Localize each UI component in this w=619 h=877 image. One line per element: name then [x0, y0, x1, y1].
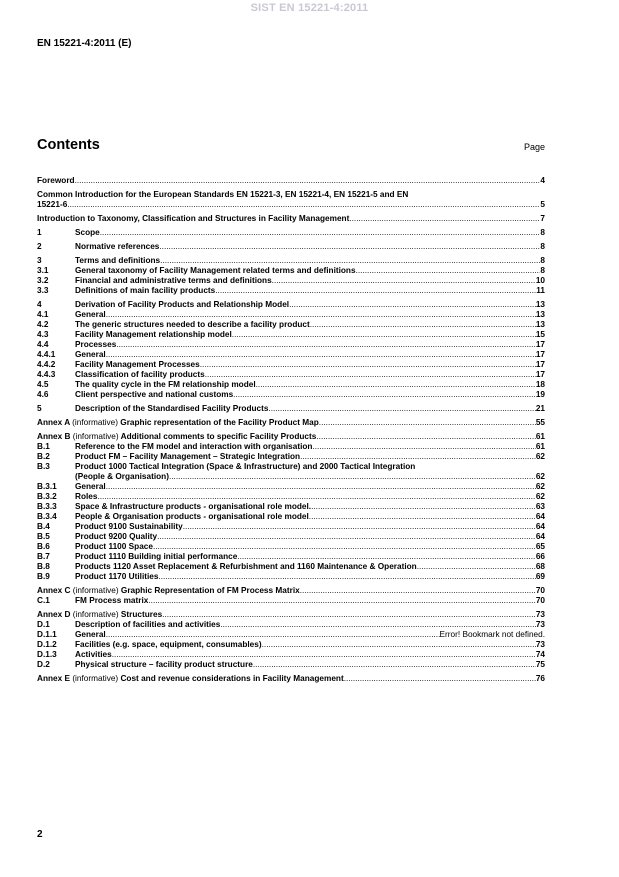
- page-column-label: Page: [523, 142, 545, 152]
- toc-entry-page: 69: [535, 572, 545, 581]
- table-of-contents: [37, 176, 545, 684]
- toc-entry-title: [75, 502, 311, 512]
- toc-entry-title: [75, 512, 309, 522]
- toc-entry-number: 4.4: [37, 340, 49, 349]
- toc-entry[interactable]: [37, 404, 545, 414]
- toc-entry[interactable]: [37, 390, 545, 400]
- toc-entry-number: 3.3: [37, 286, 49, 295]
- toc-entry-title: [75, 330, 232, 340]
- dot-leader: [205, 370, 536, 380]
- toc-entry-title: [75, 630, 106, 640]
- toc-entry-title-text: The generic structures needed to describe a facility product: [75, 320, 310, 329]
- dot-leader: [417, 562, 536, 572]
- toc-entry-number: B.9: [37, 572, 50, 581]
- toc-entry[interactable]: [37, 630, 545, 640]
- toc-entry-number: 2: [37, 242, 42, 251]
- toc-entry-number: D.2: [37, 660, 50, 669]
- toc-entry-title: [75, 562, 417, 572]
- toc-entry[interactable]: [37, 542, 545, 552]
- toc-entry-number: 4.2: [37, 320, 49, 329]
- annex-informative-label: (informative): [72, 432, 119, 441]
- toc-entry-title-text: Classification of facility products: [75, 370, 205, 379]
- toc-entry-title-text: Derivation of Facility Products and Relationship Model: [75, 300, 290, 309]
- toc-entry[interactable]: [37, 276, 545, 286]
- toc-entry-title: [75, 310, 106, 320]
- toc-entry[interactable]: [37, 572, 545, 582]
- dot-leader: [158, 572, 535, 582]
- dot-leader: [162, 610, 536, 620]
- toc-entry-number: 4: [37, 300, 42, 309]
- dot-leader: [148, 596, 535, 606]
- toc-entry-number: C.1: [37, 596, 50, 605]
- toc-entry-number: 4.1: [37, 310, 49, 319]
- toc-entry[interactable]: [37, 650, 545, 660]
- annex-informative-label: (informative): [72, 674, 119, 683]
- toc-entry-title-text: Product 1110 Building initial performance: [75, 552, 238, 561]
- toc-entry-page: 73: [535, 620, 545, 629]
- page-title: Contents: [37, 137, 100, 153]
- toc-entry-title-text: Description of the Standardised Facility Products: [75, 404, 269, 413]
- toc-entry-title-text: Product 9100 Sustainability: [75, 522, 183, 531]
- toc-entry[interactable]: [37, 350, 545, 360]
- dot-leader: [289, 300, 536, 310]
- toc-entry-title: [37, 200, 67, 210]
- toc-entry-title-text: Products 1120 Asset Replacement & Refurbishment and 1160 Maintenance & Operation: [75, 562, 417, 571]
- toc-entry-number: D.1.3: [37, 650, 57, 659]
- toc-entry-page: 73: [535, 640, 545, 649]
- toc-entry[interactable]: [37, 286, 545, 296]
- dot-leader: [220, 620, 535, 630]
- toc-entry-page: 17: [535, 350, 545, 359]
- toc-entry-number: 5: [37, 404, 42, 413]
- toc-entry[interactable]: [37, 340, 545, 350]
- dot-leader: [153, 542, 536, 552]
- toc-entry-title-line1: Product 1000 Tactical Integration (Space & Infrastructure) and 2000 Tactical Integration: [75, 462, 416, 471]
- dot-leader: [67, 200, 540, 210]
- toc-entry[interactable]: [37, 370, 545, 380]
- toc-entry-number: 4.5: [37, 380, 49, 389]
- toc-entry-title: [75, 404, 268, 414]
- toc-entry-number: D.1: [37, 620, 50, 629]
- dot-leader: [233, 390, 536, 400]
- toc-entry[interactable]: [37, 380, 545, 390]
- toc-entry-title: [37, 418, 319, 428]
- toc-entry-number: 3.1: [37, 266, 49, 275]
- dot-leader: [272, 276, 536, 286]
- toc-entry-page: 62: [535, 492, 545, 501]
- toc-entry-title-text: Activities: [75, 650, 112, 659]
- annex-informative-label: (informative): [72, 586, 119, 595]
- toc-entry[interactable]: [37, 502, 545, 512]
- dot-leader: [319, 418, 536, 428]
- toc-entry-title-text: Financial and administrative terms and definitions: [75, 276, 272, 285]
- toc-entry-number: B.4: [37, 522, 50, 531]
- toc-entry-page: 5: [540, 200, 545, 209]
- toc-entry-number: B.3: [37, 462, 50, 471]
- toc-entry-page: 7: [540, 214, 545, 223]
- toc-entry-page: 75: [535, 660, 545, 669]
- toc-entry-page: 8: [540, 228, 545, 237]
- toc-entry-page: 61: [535, 442, 545, 451]
- toc-entry[interactable]: [37, 190, 545, 200]
- dot-leader: [75, 176, 541, 186]
- dot-leader: [356, 266, 541, 276]
- toc-entry-page: 17: [535, 360, 545, 369]
- dot-leader: [116, 340, 536, 350]
- dot-leader: [309, 512, 536, 522]
- toc-entry[interactable]: [37, 176, 545, 186]
- toc-entry[interactable]: [37, 320, 545, 330]
- toc-entry-title-text: General taxonomy of Facility Management related terms and definitions: [75, 266, 356, 275]
- toc-entry-title-text: Normative references: [75, 242, 160, 251]
- dot-leader: [232, 330, 536, 340]
- toc-entry-number: 4.4.2: [37, 360, 56, 369]
- toc-entry-page: 70: [535, 596, 545, 605]
- watermark: SIST EN 15221-4:2011: [250, 2, 369, 14]
- toc-entry-title-text: Processes: [75, 340, 117, 349]
- toc-entry-title: [37, 610, 162, 620]
- toc-entry[interactable]: [37, 620, 545, 630]
- toc-entry-page: 76: [535, 674, 545, 683]
- toc-entry-continuation[interactable]: [37, 472, 545, 482]
- dot-leader: [215, 286, 536, 296]
- annex-label: Annex B: [37, 432, 71, 441]
- annex-title: Graphic representation of the Facility Product Map: [120, 418, 319, 427]
- dot-leader: [268, 404, 535, 414]
- toc-entry-title-text: General: [75, 630, 106, 639]
- toc-entry-number: B.2: [37, 452, 50, 461]
- toc-entry-page: 62: [535, 472, 545, 481]
- toc-entry[interactable]: [37, 532, 545, 542]
- toc-entry[interactable]: [37, 360, 545, 370]
- toc-entry-page: 68: [535, 562, 545, 571]
- toc-entry-continuation[interactable]: [37, 200, 545, 210]
- toc-entry[interactable]: [37, 418, 545, 428]
- toc-entry-title-text: Product 1170 Utilities: [75, 572, 159, 581]
- toc-entry-title: [75, 320, 310, 330]
- dot-leader: [316, 432, 535, 442]
- toc-entry-title: [75, 472, 169, 482]
- toc-entry[interactable]: [37, 432, 545, 442]
- dot-leader: [106, 482, 536, 492]
- dot-leader: [183, 522, 536, 532]
- toc-entry[interactable]: [37, 266, 545, 276]
- toc-entry-title: [75, 370, 205, 380]
- toc-entry-title: [75, 380, 256, 390]
- toc-entry-page: 13: [535, 320, 545, 329]
- toc-entry-title-text: Description of facilities and activities: [75, 620, 221, 629]
- toc-entry-number: 1: [37, 228, 42, 237]
- document-id: EN 15221-4:2011 (E): [37, 38, 132, 49]
- toc-entry-number: B.8: [37, 562, 50, 571]
- toc-entry[interactable]: [37, 452, 545, 462]
- toc-entry[interactable]: [37, 214, 545, 224]
- toc-entry-title-text: Roles: [75, 492, 98, 501]
- dot-leader: [106, 350, 536, 360]
- dot-leader: [312, 442, 535, 452]
- dot-leader: [344, 674, 536, 684]
- toc-entry-number: B.6: [37, 542, 50, 551]
- toc-entry[interactable]: [37, 522, 545, 532]
- toc-entry-page: 17: [535, 340, 545, 349]
- toc-entry-page: Error! Bookmark not defined.: [439, 630, 545, 639]
- toc-entry-title: [75, 390, 233, 400]
- annex-title: Additional comments to specific Facility Products: [120, 432, 317, 441]
- toc-entry[interactable]: [37, 442, 545, 452]
- toc-entry-title-line1: Common Introduction for the European Standards EN 15221-3, EN 15221-4, EN 15221-5 and EN: [37, 190, 409, 199]
- dot-leader: [100, 228, 541, 238]
- dot-leader: [169, 472, 536, 482]
- dot-leader: [310, 320, 536, 330]
- toc-entry-page: 63: [535, 502, 545, 511]
- dot-leader: [200, 360, 536, 370]
- toc-entry-number: 3: [37, 256, 42, 265]
- toc-entry-number: B.7: [37, 552, 50, 561]
- toc-entry-title-text: Definitions of main facility products: [75, 286, 216, 295]
- toc-entry-number: D.1.1: [37, 630, 57, 639]
- toc-entry-title: [75, 482, 106, 492]
- toc-entry-title: [75, 542, 153, 552]
- toc-entry-title: [75, 452, 300, 462]
- toc-entry-title-text: Introduction to Taxonomy, Classification and Structures in Facility Management: [37, 214, 350, 223]
- toc-entry-page: 13: [535, 310, 545, 319]
- dot-leader: [157, 532, 536, 542]
- toc-entry-title-text: Facility Management Processes: [75, 360, 200, 369]
- toc-entry[interactable]: [37, 586, 545, 596]
- toc-entry[interactable]: [37, 242, 545, 252]
- toc-entry[interactable]: [37, 462, 545, 472]
- toc-entry-page: 64: [535, 522, 545, 531]
- toc-entry-title: [75, 286, 215, 296]
- toc-entry-page: 8: [540, 256, 545, 265]
- toc-entry-title: [75, 640, 262, 650]
- toc-entry-number: 4.6: [37, 390, 49, 399]
- toc-entry-page: 18: [535, 380, 545, 389]
- dot-leader: [237, 552, 536, 562]
- toc-entry-title: [75, 276, 272, 286]
- toc-entry[interactable]: [37, 562, 545, 572]
- toc-entry-title: [75, 532, 157, 542]
- dot-leader: [256, 380, 536, 390]
- toc-entry[interactable]: [37, 552, 545, 562]
- dot-leader: [311, 502, 536, 512]
- toc-entry-title: [37, 176, 75, 186]
- toc-entry-title-text: Product FM – Facility Management – Strategic Integration: [75, 452, 301, 461]
- toc-entry-title-text: Reference to the FM model and interaction with organisation: [75, 442, 313, 451]
- toc-entry-title: [37, 586, 300, 596]
- toc-entry-title-text: (People & Organisation): [75, 472, 169, 481]
- dot-leader: [106, 310, 536, 320]
- annex-title: Graphic Representation of FM Process Matrix: [120, 586, 300, 595]
- toc-entry-title: [75, 242, 159, 252]
- dot-leader: [349, 214, 540, 224]
- toc-entry-number: B.1: [37, 442, 50, 451]
- toc-entry-page: 19: [535, 390, 545, 399]
- toc-entry-title: [75, 620, 220, 630]
- toc-entry-page: 62: [535, 482, 545, 491]
- annex-label: Annex C: [37, 586, 71, 595]
- toc-entry[interactable]: [37, 512, 545, 522]
- toc-entry-number: B.3.4: [37, 512, 57, 521]
- toc-entry-page: 4: [540, 176, 545, 185]
- toc-entry[interactable]: [37, 300, 545, 310]
- toc-entry-page: 73: [535, 610, 545, 619]
- toc-entry-title: [75, 572, 158, 582]
- toc-entry-page: 70: [535, 586, 545, 595]
- toc-entry[interactable]: [37, 492, 545, 502]
- toc-entry-page: 21: [535, 404, 545, 413]
- toc-entry-title: [37, 674, 344, 684]
- toc-entry-page: 64: [535, 532, 545, 541]
- toc-entry-title: [75, 650, 112, 660]
- toc-entry-page: 8: [540, 266, 545, 275]
- toc-entry-title-text: General: [75, 350, 106, 359]
- dot-leader: [160, 256, 540, 266]
- toc-entry-page: 55: [535, 418, 545, 427]
- annex-label: Annex A: [37, 418, 70, 427]
- toc-entry-number: B.5: [37, 532, 50, 541]
- toc-entry[interactable]: [37, 256, 545, 266]
- dot-leader: [300, 452, 536, 462]
- toc-entry[interactable]: [37, 330, 545, 340]
- toc-entry-title: [75, 340, 116, 350]
- dot-leader: [106, 630, 440, 640]
- toc-entry-number: 4.4.1: [37, 350, 56, 359]
- toc-entry-page: 62: [535, 452, 545, 461]
- toc-entry-title: [75, 660, 253, 670]
- toc-entry-title: [75, 552, 237, 562]
- toc-entry-page: 61: [535, 432, 545, 441]
- toc-entry-title: [75, 350, 106, 360]
- toc-entry-title: [75, 256, 160, 266]
- dot-leader: [159, 242, 540, 252]
- toc-entry-page: 10: [535, 276, 545, 285]
- toc-entry-page: 64: [535, 512, 545, 521]
- toc-entry-title-text: 15221-6: [37, 200, 68, 209]
- toc-entry[interactable]: [37, 610, 545, 620]
- toc-entry-page: 65: [535, 542, 545, 551]
- toc-entry-title-text: Scope: [75, 228, 100, 237]
- toc-entry-title: [75, 266, 356, 276]
- toc-entry-title: [37, 214, 349, 224]
- dot-leader: [262, 640, 536, 650]
- toc-entry-page: 11: [536, 286, 545, 295]
- toc-entry-page: 13: [535, 300, 545, 309]
- toc-entry[interactable]: [37, 674, 545, 684]
- toc-entry-title-text: Client perspective and national customs: [75, 390, 234, 399]
- annex-title: Structures: [120, 610, 163, 619]
- toc-entry-title-text: Foreword: [37, 176, 75, 185]
- toc-entry-title-text: Terms and definitions: [75, 256, 161, 265]
- toc-entry[interactable]: [37, 640, 545, 650]
- toc-entry-page: 17: [535, 370, 545, 379]
- annex-title: Cost and revenue considerations in Facility Management: [120, 674, 344, 683]
- toc-entry-title-text: FM Process matrix: [75, 596, 149, 605]
- toc-entry-title-text: General: [75, 310, 106, 319]
- toc-entry-title-text: Physical structure – facility product structure: [75, 660, 253, 669]
- toc-entry[interactable]: [37, 228, 545, 238]
- toc-entry-number: 3.2: [37, 276, 49, 285]
- toc-entry-number: B.3.1: [37, 482, 57, 491]
- toc-entry[interactable]: [37, 660, 545, 670]
- toc-entry-title-text: Product 9200 Quality: [75, 532, 158, 541]
- toc-entry-page: 8: [540, 242, 545, 251]
- toc-entry-number: 4.4.3: [37, 370, 56, 379]
- toc-entry-number: 4.3: [37, 330, 49, 339]
- annex-label: Annex E: [37, 674, 71, 683]
- toc-entry-title-text: Facility Management relationship model: [75, 330, 232, 339]
- annex-informative-label: (informative): [72, 610, 119, 619]
- toc-entry-number: D.1.2: [37, 640, 57, 649]
- dot-leader: [112, 650, 536, 660]
- toc-entry[interactable]: [37, 310, 545, 320]
- page-number: 2: [37, 829, 43, 840]
- toc-entry[interactable]: [37, 482, 545, 492]
- toc-entry[interactable]: [37, 596, 545, 606]
- dot-leader: [300, 586, 536, 596]
- toc-entry-page: 66: [535, 552, 545, 561]
- toc-entry-title: [75, 300, 289, 310]
- toc-entry-title: [75, 442, 312, 452]
- toc-entry-title-text: Facilities (e.g. space, equipment, consumables): [75, 640, 262, 649]
- toc-entry-title: [75, 596, 148, 606]
- toc-entry-title: [75, 522, 183, 532]
- dot-leader: [97, 492, 535, 502]
- toc-entry-number: B.3.2: [37, 492, 57, 501]
- toc-entry-title: [37, 432, 316, 442]
- toc-entry-title-text: Space & Infrastructure products - organisational role model.: [75, 502, 312, 511]
- toc-entry-number: B.3.3: [37, 502, 57, 511]
- toc-entry-title: [75, 492, 97, 502]
- toc-entry-page: 15: [535, 330, 545, 339]
- annex-informative-label: (informative): [72, 418, 118, 427]
- dot-leader: [253, 660, 536, 670]
- toc-entry-title-text: People & Organisation products - organisational role model: [75, 512, 309, 521]
- annex-label: Annex D: [37, 610, 71, 619]
- toc-entry-title: [75, 228, 100, 238]
- toc-entry-title-text: General: [75, 482, 106, 491]
- toc-entry-title-text: Product 1100 Space: [75, 542, 153, 551]
- toc-entry-page: 74: [535, 650, 545, 659]
- toc-entry-title: [75, 360, 200, 370]
- toc-entry-title-text: The quality cycle in the FM relationship model: [75, 380, 256, 389]
